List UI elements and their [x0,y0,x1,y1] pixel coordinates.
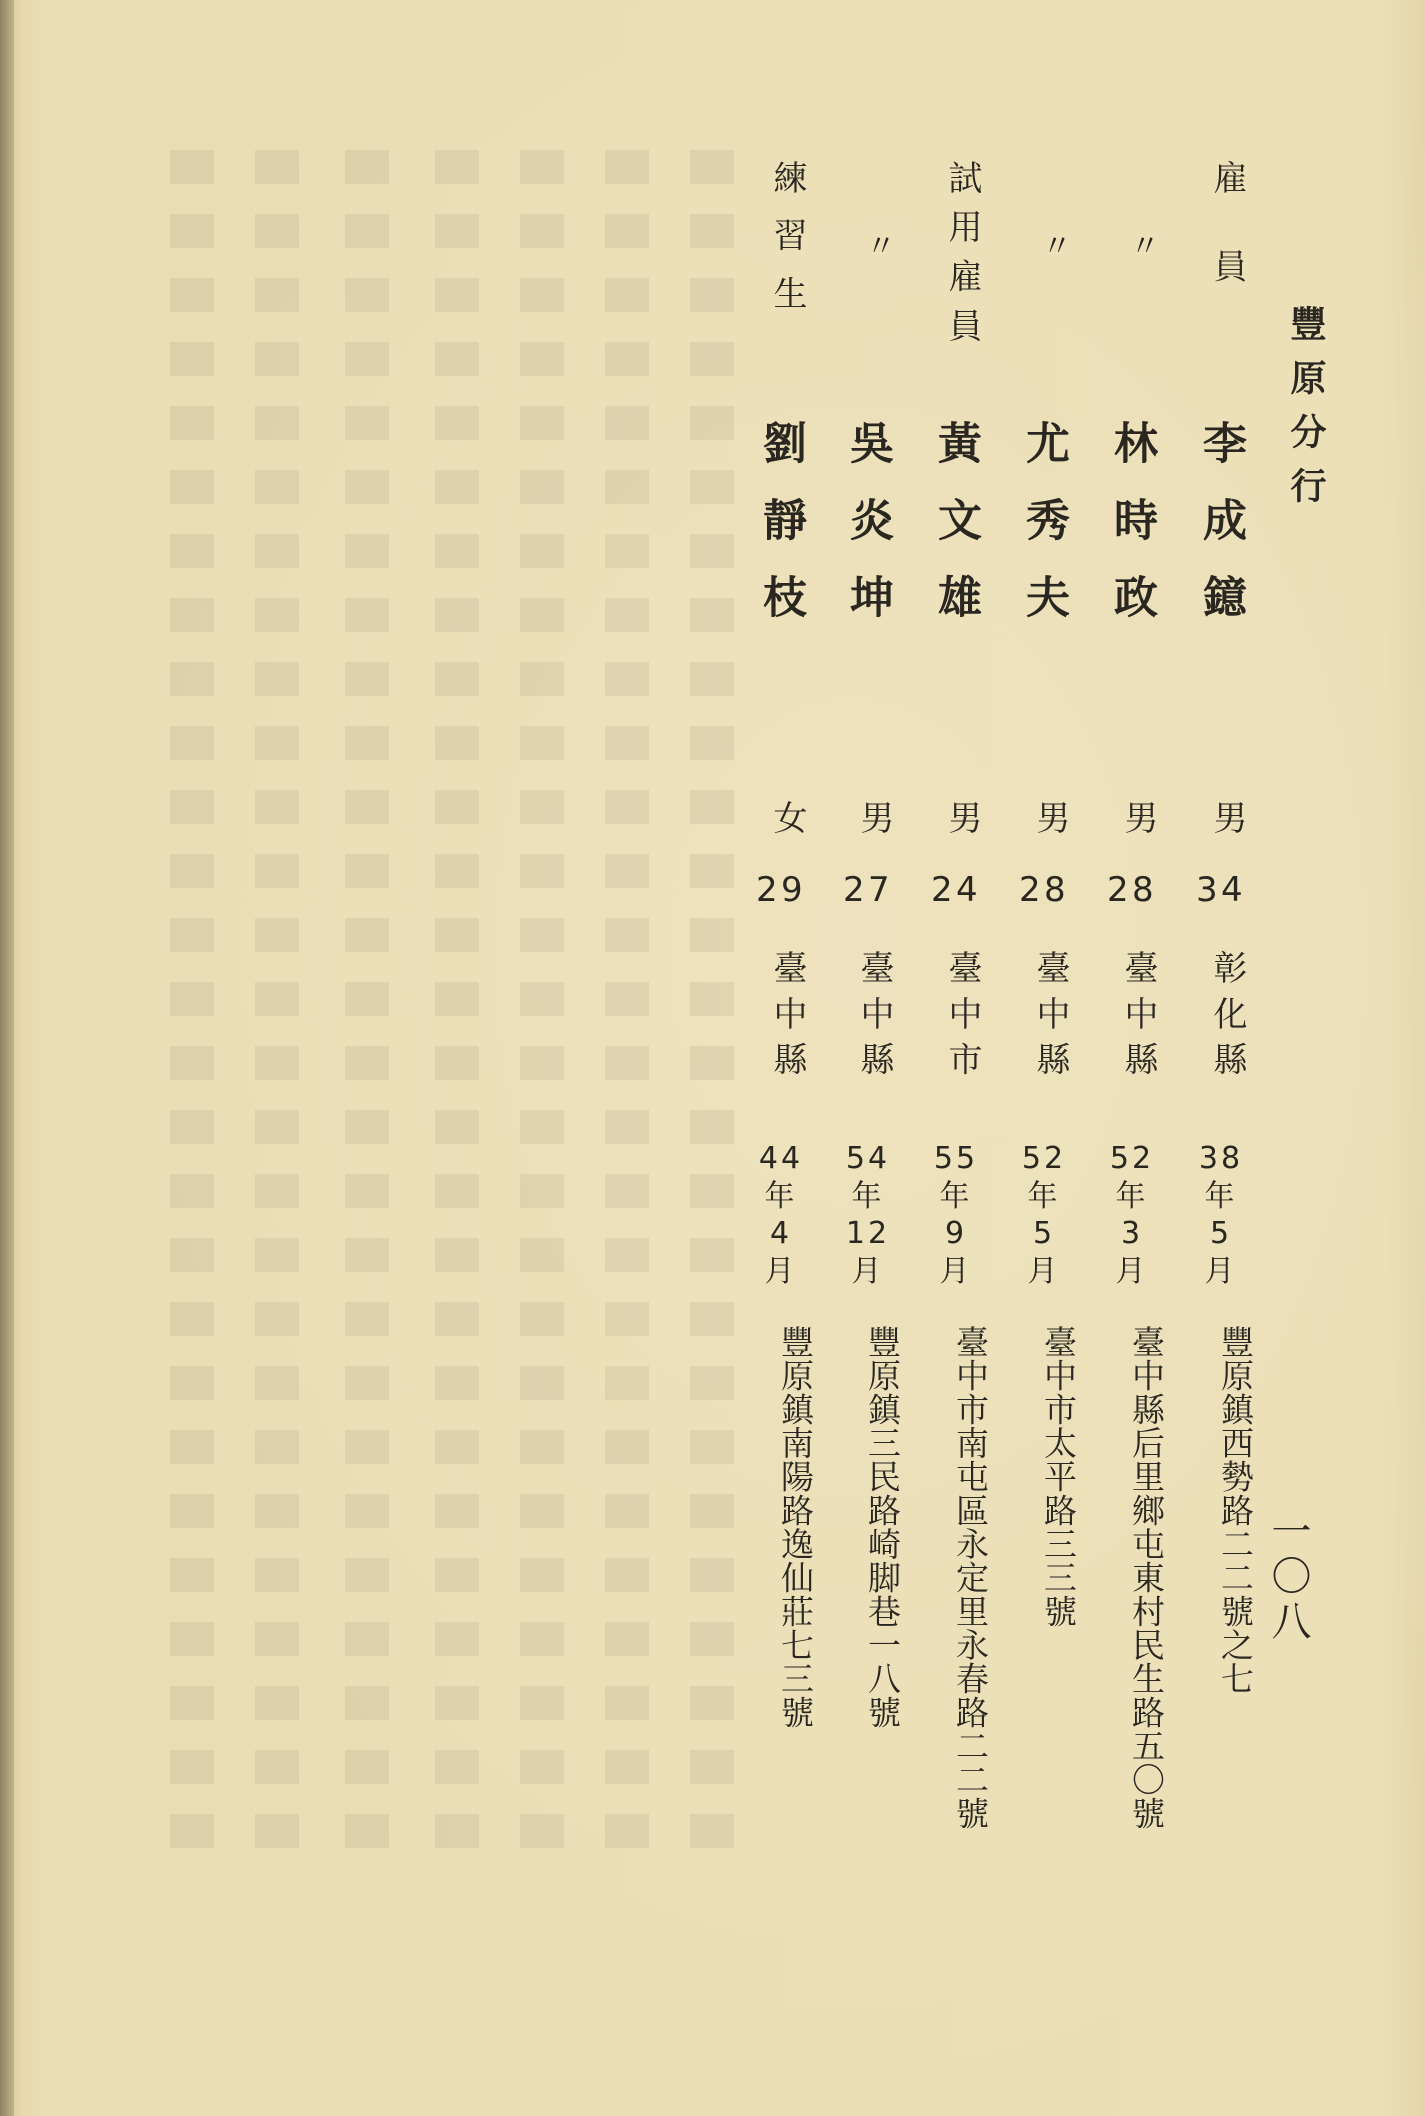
staff-name: 劉靜枝 [755,420,806,651]
home-address: 豐原鎮三民路崎脚巷一八號 [863,1325,902,1729]
start-date [1190,1140,1252,1290]
staff-name: 吳炎坤 [842,420,893,651]
staff-age: 34 [1195,870,1247,910]
staff-sex: 男 [942,800,982,838]
staff-name: 尤秀夫 [1018,420,1069,651]
staff-sex: 男 [1030,800,1070,838]
start-year: 54 [845,1141,891,1176]
job-title: 試用雇員 [942,160,982,358]
month-char: 月 [1115,1253,1149,1289]
start-year: 52 [1021,1141,1067,1176]
staff-sex: 女 [767,800,807,838]
show-through-text [690,150,734,1850]
staff-age: 28 [1018,870,1070,910]
start-year: 44 [758,1141,804,1176]
home-address: 豐原鎮西勢路二二號之七 [1216,1325,1255,1696]
month-char: 月 [764,1253,798,1289]
staff-age: 27 [842,870,894,910]
page-binding-edge [0,0,14,2116]
year-char: 年 [1204,1178,1238,1214]
page-number: 一〇八 [1265,1510,1311,1645]
year-char: 年 [1027,1178,1061,1214]
staff-name: 林時政 [1106,420,1157,651]
start-date [750,1140,812,1290]
show-through-text [170,150,214,1850]
staff-sex: 男 [854,800,894,838]
home-address: 臺中市太平路三三號 [1039,1325,1078,1628]
staff-name: 李成鐿 [1195,420,1246,651]
show-through-text [255,150,299,1850]
year-char: 年 [851,1178,885,1214]
month-char: 月 [1204,1253,1238,1289]
staff-sex: 男 [1118,800,1158,838]
start-date [1013,1140,1075,1290]
job-title: 〃 [860,230,895,274]
job-title: 練習生 [767,160,807,334]
native-place: 臺中縣 [1030,950,1070,1088]
native-place: 臺中縣 [854,950,894,1088]
job-title: 雇員 [1207,160,1247,337]
start-month: 3 [1120,1216,1144,1251]
native-place: 臺中市 [942,950,982,1088]
home-address: 臺中縣后里鄉屯東村民生路五〇號 [1127,1325,1166,1830]
start-year: 55 [933,1141,979,1176]
year-char: 年 [764,1178,798,1214]
start-month: 5 [1209,1216,1233,1251]
show-through-text [435,150,479,1850]
month-char: 月 [939,1253,973,1289]
native-place: 臺中縣 [767,950,807,1088]
native-place: 彰化縣 [1207,950,1247,1088]
show-through-text [605,150,649,1850]
start-month: 12 [845,1216,891,1251]
start-month: 9 [944,1216,968,1251]
staff-name: 黃文雄 [930,420,981,651]
start-year: 52 [1109,1141,1155,1176]
start-month: 5 [1032,1216,1056,1251]
start-month: 4 [769,1216,793,1251]
native-place: 臺中縣 [1118,950,1158,1088]
month-char: 月 [1027,1253,1061,1289]
branch-title: 豐原分行 [1285,305,1327,521]
staff-age: 24 [930,870,982,910]
start-date [837,1140,899,1290]
job-title: 〃 [1036,230,1071,274]
month-char: 月 [851,1253,885,1289]
start-year: 38 [1198,1141,1244,1176]
staff-age: 28 [1106,870,1158,910]
home-address: 臺中市南屯區永定里永春路二二號 [951,1325,990,1830]
start-date [925,1140,987,1290]
show-through-text [345,150,389,1850]
home-address: 豐原鎮南陽路逸仙莊七三號 [776,1325,815,1729]
year-char: 年 [1115,1178,1149,1214]
staff-sex: 男 [1207,800,1247,838]
staff-age: 29 [755,870,807,910]
year-char: 年 [939,1178,973,1214]
job-title: 〃 [1124,230,1159,274]
start-date [1101,1140,1163,1290]
show-through-text [520,150,564,1850]
